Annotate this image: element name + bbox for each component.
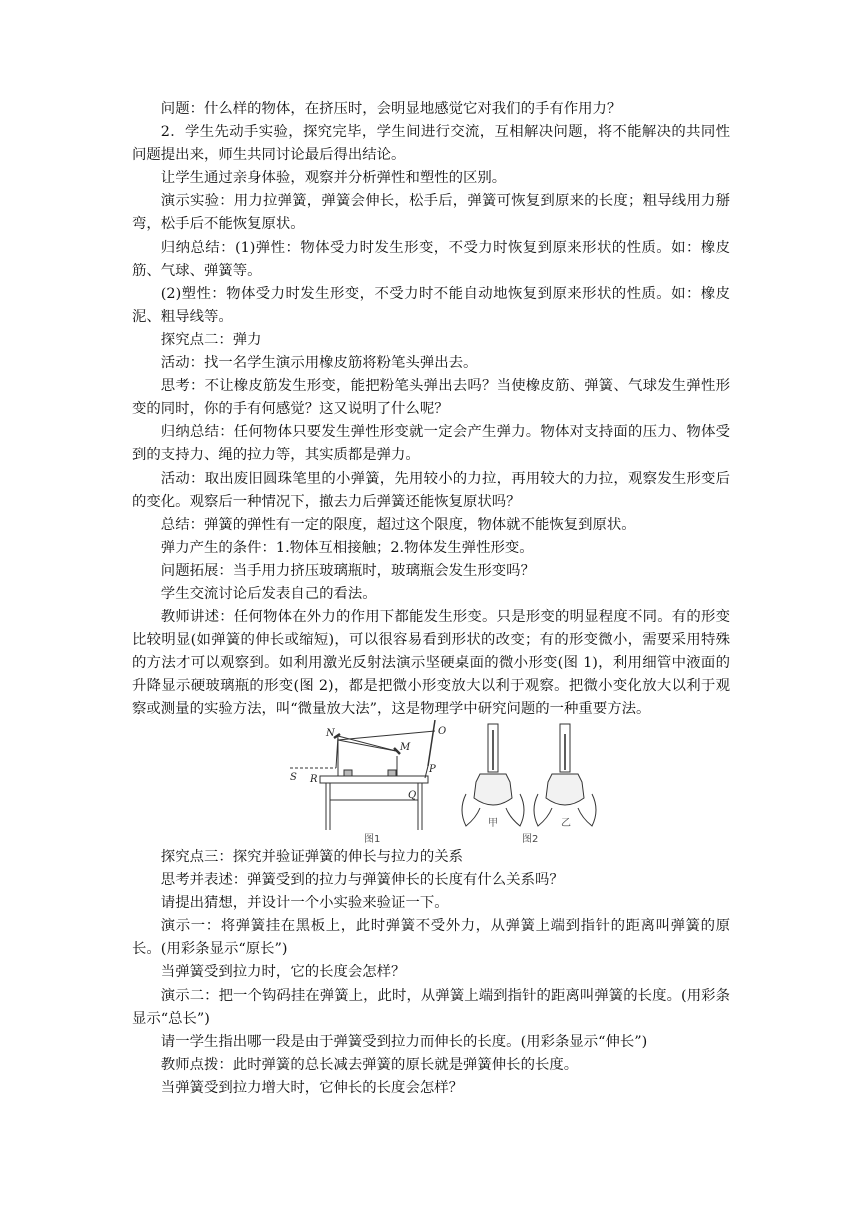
paragraph: 思考：不让橡皮筋发生形变，能把粉笔头弹出去吗？当使橡皮筋、弹簧、气球发生弹性形变的同时，你的手有何感觉？这又说明了什么呢？ <box>132 378 730 418</box>
paragraph: 问题拓展：当手用力挤压玻璃瓶时，玻璃瓶会发生形变吗？ <box>160 562 535 579</box>
paragraph: 总结：弹簧的弹性有一定的限度，超过这个限度，物体就不能恢复到原状。 <box>160 516 636 533</box>
paragraph: 活动：取出废旧圆珠笔里的小弹簧，先用较小的力拉，再用较大的力拉，观察发生形变后的变化。观察后一种情况下，撤去力后弹簧还能恢复原状吗？ <box>132 470 730 510</box>
figure-illustration <box>290 720 620 844</box>
paragraph: 当弹簧受到拉力增大时，它伸长的长度会怎样？ <box>160 1079 464 1096</box>
figure-2-label: 甲 <box>488 818 498 829</box>
paragraph: 弹力产生的条件：1.物体互相接触；2.物体发生弹性形变。 <box>160 539 534 556</box>
paragraph: 演示一：将弹簧挂在黑板上，此时弹簧不受外力，从弹簧上端到指针的距离叫弹簧的原长。(用彩条显示“原长”) <box>132 918 730 958</box>
text-block-top <box>132 98 730 722</box>
paragraph: 教师讲述：任何物体在外力的作用下都能发生形变。只是形变的明显程度不同。有的形变比较明显(如弹簧的伸长或缩短)，可以很容易看到形状的改变；有的形变微小，需要采用特殊的方法才可以观察到。如利用激光反射法演示坚硬桌面的微小形变(图 1)，利用细管中液面的升降显示硬玻璃瓶的形变(图 2)，都是把微小形变放大以利于观察。把微小变化放大以利于观察或测量的实验方法，叫“微量放大法”，这是物理学中研究问题的一种重要方法。 <box>132 609 730 718</box>
paragraph: 请提出猜想，并设计一个小实验来验证一下。 <box>160 895 449 912</box>
paragraph: 归纳总结：任何物体只要发生弹性形变就一定会产生弹力。物体对支持面的压力、物体受到的支持力、绳的拉力等，其实质都是弹力。 <box>132 424 730 464</box>
paragraph: 2．学生先动手实验，探究完毕，学生间进行交流，互相解决问题，将不能解决的共同性问题提出来，师生共同讨论最后得出结论。 <box>132 124 730 164</box>
figure-1-label: M <box>400 742 411 753</box>
figure-2-label: 乙 <box>561 818 571 829</box>
paragraph: 问题：什么样的物体，在挤压时，会明显地感觉它对我们的手有作用力？ <box>160 101 622 117</box>
figure-1-label: N <box>326 728 335 739</box>
figure-1-label: P <box>429 764 436 775</box>
section-heading: 探究点二：弹力 <box>160 331 262 348</box>
figure-2-glass-bottles <box>462 724 596 826</box>
figure-1-caption: 图1 <box>364 834 381 844</box>
figure-2-caption: 图2 <box>522 834 539 844</box>
experiment-figures <box>290 720 620 844</box>
paragraph: 教师点拨：此时弹簧的总长减去弹簧的原长就是弹簧伸长的长度。 <box>160 1056 579 1073</box>
figure-1-label: Q <box>408 790 417 801</box>
paragraph: 演示实验：用力拉弹簧，弹簧会伸长，松手后，弹簧可恢复到原来的长度；粗导线用力掰弯，松手后不能恢复原状。 <box>132 193 730 233</box>
figure-1-label: R <box>310 774 318 785</box>
figure-1-label: S <box>290 772 297 783</box>
paragraph: 归纳总结：(1)弹性：物体受力时发生形变，不受力时恢复到原来形状的性质。如：橡皮筋、气球、弹簧等。 <box>132 239 730 279</box>
paragraph: 请一学生指出哪一段是由于弹簧受到拉力而伸长的长度。(用彩条显示“伸长”) <box>160 1033 648 1050</box>
paragraph: 当弹簧受到拉力时，它的长度会怎样？ <box>160 964 406 981</box>
paragraph: (2)塑性：物体受力时发生形变，不受力时不能自动地恢复到原来形状的性质。如：橡皮泥、粗导线等。 <box>132 285 730 325</box>
paragraph: 活动：找一名学生演示用橡皮筋将粉笔头弹出去。 <box>160 355 478 372</box>
paragraph: 学生交流讨论后发表自己的看法。 <box>160 585 377 602</box>
paragraph: 思考并表述：弹簧受到的拉力与弹簧伸长的长度有什么关系吗？ <box>160 872 564 889</box>
section-heading: 探究点三：探究并验证弹簧的伸长与拉力的关系 <box>160 849 464 865</box>
paragraph: 让学生通过亲身体验，观察并分析弹性和塑性的区别。 <box>160 170 507 187</box>
figure-1-label: O <box>438 726 447 737</box>
text-block-bottom <box>132 846 730 1100</box>
paragraph: 演示二：把一个钩码挂在弹簧上，此时，从弹簧上端到指针的距离叫弹簧的长度。(用彩条显示“总长”) <box>132 987 730 1027</box>
